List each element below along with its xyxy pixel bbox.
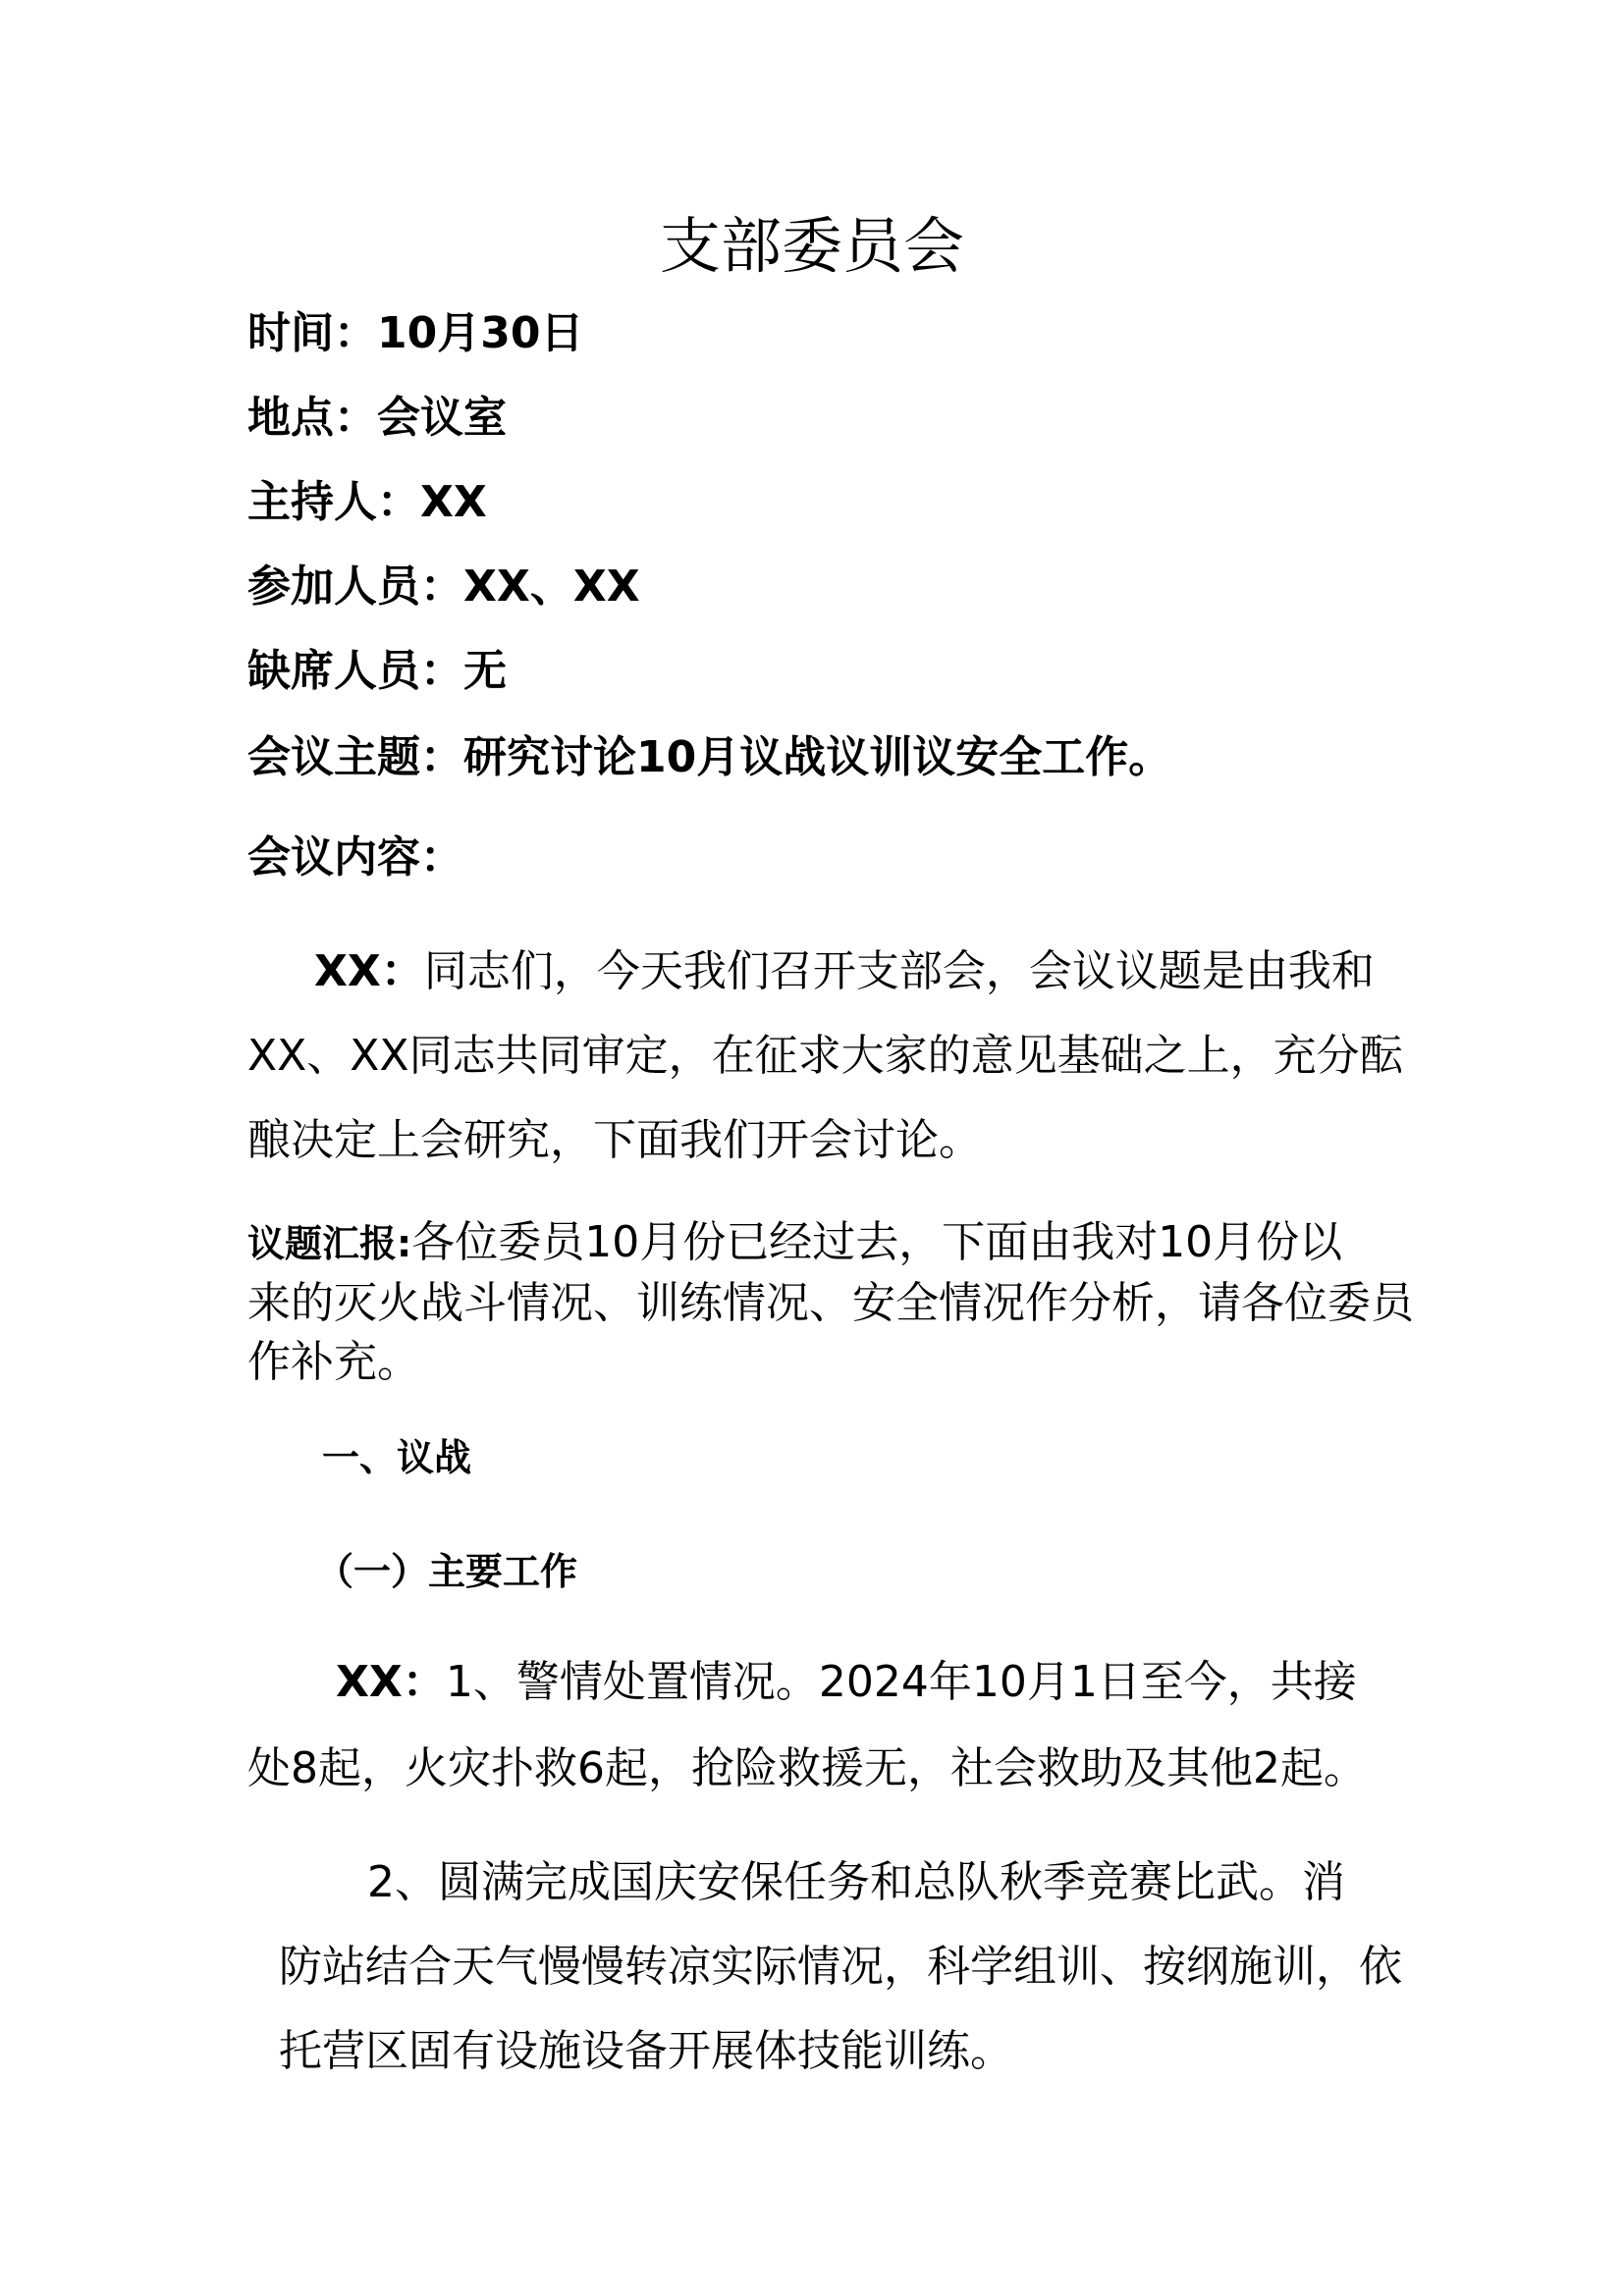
opening-speaker: XX：	[314, 946, 424, 996]
item2-line-1: 2、圆满完成国庆安保任务和总队秋季竞赛比武。消	[367, 1857, 1345, 1907]
opening-line-1: 同志们，今天我们召开支部会，会议议题是由我和	[423, 946, 1375, 996]
report-paragraph-line-1	[247, 1217, 1343, 1267]
item1-line-1	[336, 1657, 1357, 1707]
item2-line-3: 托营区固有设施设备开展体技能训练。	[279, 2026, 1013, 2076]
opening-line-2: XX、XX同志共同审定，在征求大家的意见基础之上，充分酝	[247, 1031, 1403, 1081]
report-line-3: 作补充。	[247, 1337, 420, 1387]
opening-paragraph-line-1	[314, 946, 1375, 996]
meeting-topic: 会议主题：研究讨论10月议战议训议安全工作。	[247, 732, 1172, 782]
item1-line-2: 处8起，火灾扑救6起，抢险救援无，社会救助及其他2起。	[247, 1743, 1367, 1793]
meeting-absent: 缺席人员：无	[247, 646, 507, 696]
item1-text-1: 1、警情处置情况。2024年10月1日至今，共接	[445, 1657, 1357, 1707]
document-title: 支部委员会	[659, 210, 964, 282]
item1-speaker: XX：	[336, 1657, 446, 1707]
meeting-time: 时间：10月30日	[247, 308, 584, 358]
meeting-host: 主持人：XX	[247, 477, 487, 527]
opening-line-3: 酿决定上会研究，下面我们开会讨论。	[247, 1115, 982, 1165]
report-line-2: 来的灭火战斗情况、训练情况、安全情况作分析，请各位委员	[247, 1278, 1414, 1328]
meeting-place: 地点：会议室	[247, 393, 507, 443]
section-heading-discuss-combat: 一、议战	[322, 1436, 472, 1479]
report-line-1: 各位委员10月份已经过去，下面由我对10月份以	[411, 1217, 1343, 1267]
item2-line-2: 防站结合天气慢慢转凉实际情况，科学组训、按纲施训，依	[279, 1942, 1402, 1992]
meeting-content-label: 会议内容：	[247, 832, 463, 882]
report-label: 议题汇报:	[247, 1222, 412, 1265]
sub-heading-main-work: （一）主要工作	[316, 1550, 578, 1593]
meeting-attendees: 参加人员：XX、XX	[247, 561, 640, 612]
